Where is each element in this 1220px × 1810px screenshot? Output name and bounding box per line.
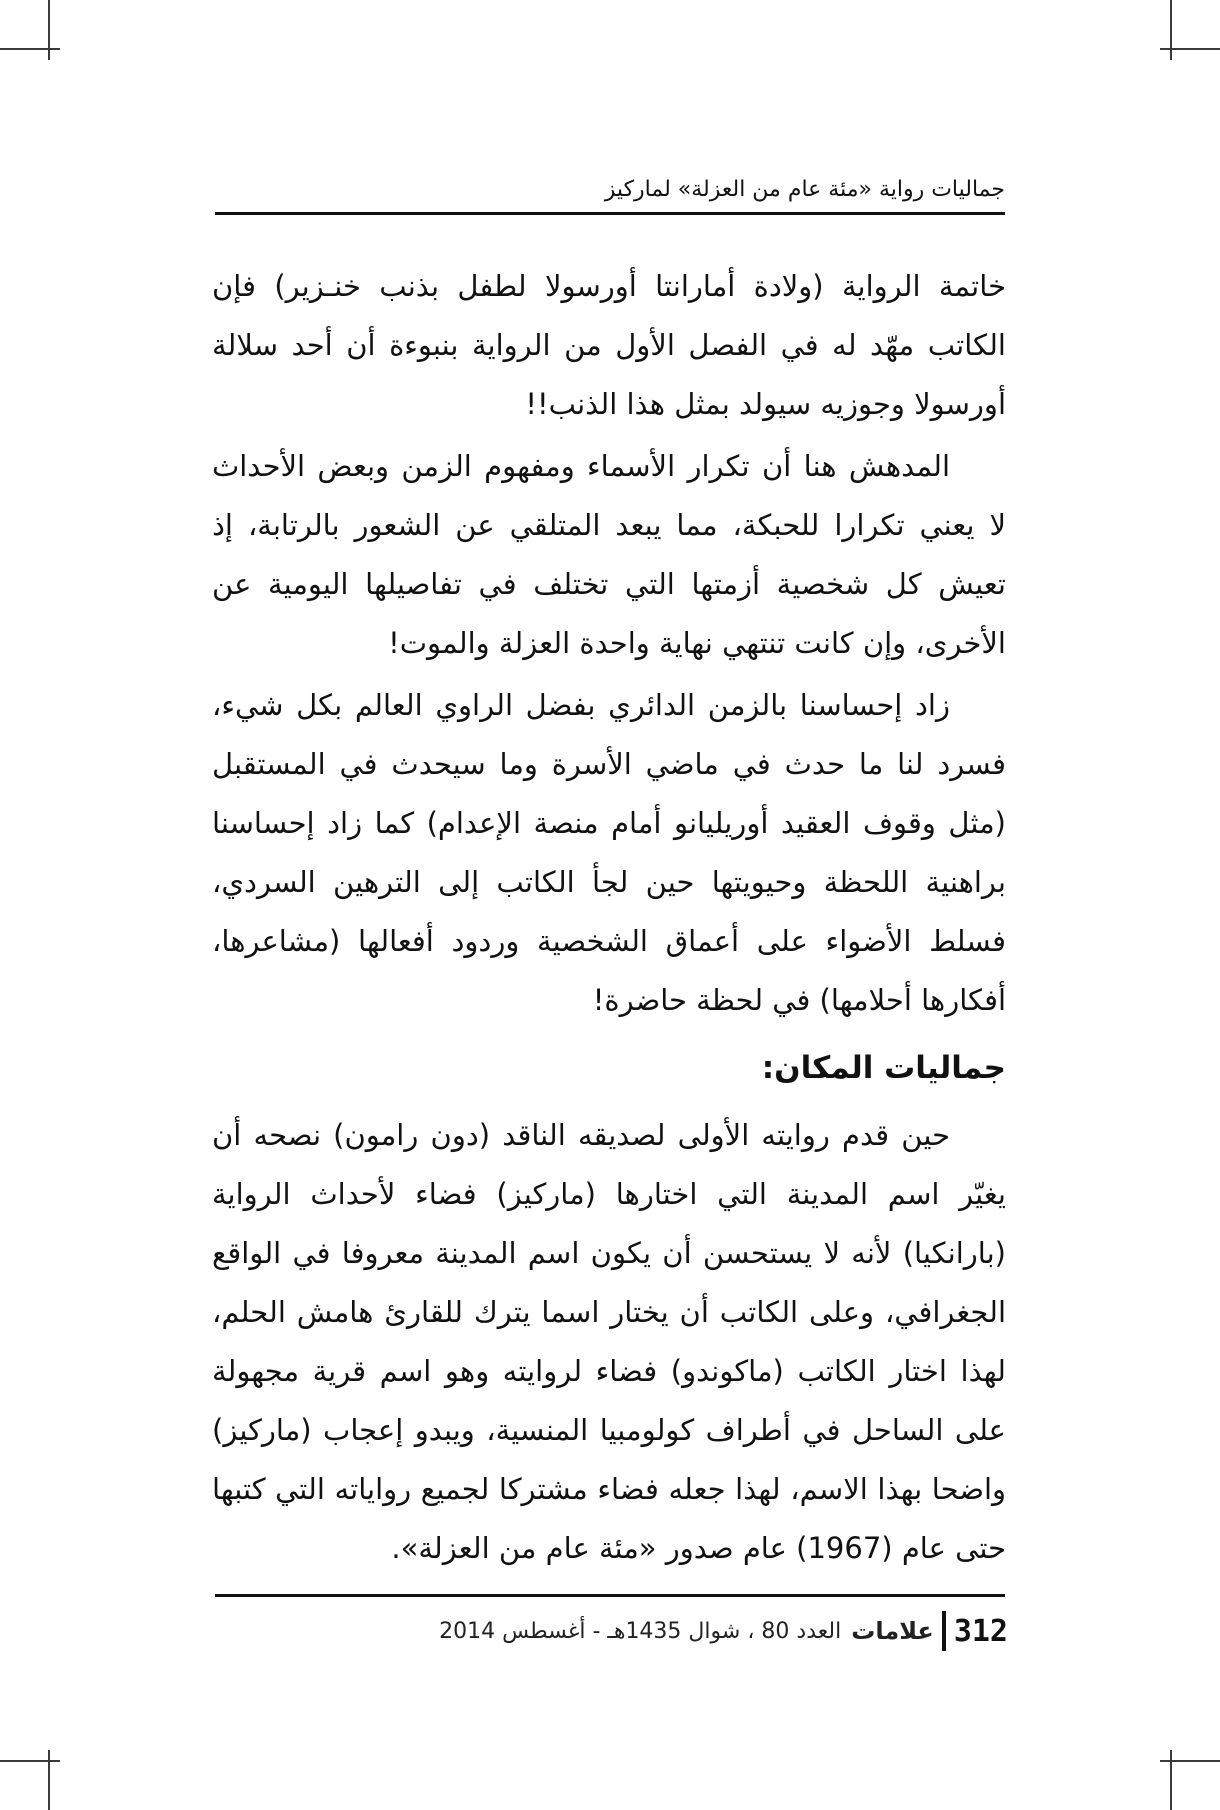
crop-mark-bottom-right-horizontal [1160,1760,1220,1762]
crop-mark-top-left-vertical [48,0,50,60]
paragraph-2: المدهش هنا أن تكرار الأسماء ومفهوم الزمن وبعض الأحداث لا يعني تكرارا للحبكة، مما يبعد المتلقي عن الشعور بالرتابة، إذ تعيش كل شخصية أزمتها التي تختلف في تفاصيلها اليومية عن الأخرى، وإن كانت تنتهي نهاية واحدة العزلة والموت! [212,449,1006,660]
footer-rule [215,1594,1005,1597]
crop-mark-bottom-left-vertical [48,1750,50,1810]
paragraph-1: خاتمة الرواية (ولادة أمارانتا أورسولا لطفل بذنب خنـزير) فإن الكاتب مهّد له في الفصل الأول من الرواية بنبوءة أن أحد سلالة أورسولا وجوزيه سيولد بمثل هذا الذنب!! [212,269,1006,421]
section-heading: جماليات المكان: [761,1050,1006,1086]
issue-info: العدد 80 ، شوال 1435هـ - أغسطس 2014 [439,1618,842,1644]
crop-mark-bottom-right-vertical [1170,1750,1172,1810]
page-footer [439,1606,1008,1656]
crop-mark-top-right-horizontal [1160,48,1220,50]
footer-separator [942,1611,946,1651]
crop-mark-bottom-left-horizontal [0,1760,60,1762]
paragraph-3: زاد إحساسنا بالزمن الدائري بفضل الراوي العالم بكل شيء، فسرد لنا ما حدث في ماضي الأسرة وما سيحدث في المستقبل (مثل وقوف العقيد أوريليانو أمام منصة الإعدام) كما زاد إحساسنا براهنية اللحظة وحيويتها حين لجأ الكاتب إلى الترهين السردي، فسلط الأضواء على أعماق الشخصية وردود أفعالها (مشاعرها، أفكارها أحلامها) في لحظة حاضرة! [212,688,1006,1017]
running-header: جماليات رواية «مئة عام من العزلة» لماركيز [604,177,1005,202]
crop-mark-top-left-horizontal [0,48,60,50]
article-body [212,257,1006,1578]
journal-logo: علامات [851,1617,934,1645]
header-rule [215,212,1005,215]
page-number: 312 [953,1613,1008,1649]
paragraph-4: حين قدم روايته الأولى لصديقه الناقد (دون رامون) نصحه أن يغيّر اسم المدينة التي اختارها (ماركيز) فضاء لأحداث الرواية (بارانكيا) لأنه لا يستحسن أن يكون اسم المدينة معروفا في الواقع الجغرافي، وعلى الكاتب أن يختار اسما يترك للقارئ هامش الحلم، لهذا اختار الكاتب (ماكوندو) فضاء لروايته وهو اسم قرية مجهولة على الساحل في أطراف كولومبيا المنسية، ويبدو إعجاب (ماركيز) واضحا بهذا الاسم، لهذا جعله فضاء مشتركا لجميع رواياته التي كتبها حتى عام (1967) عام صدور «مئة عام من العزلة». [212,1118,1006,1565]
crop-mark-top-right-vertical [1170,0,1172,60]
